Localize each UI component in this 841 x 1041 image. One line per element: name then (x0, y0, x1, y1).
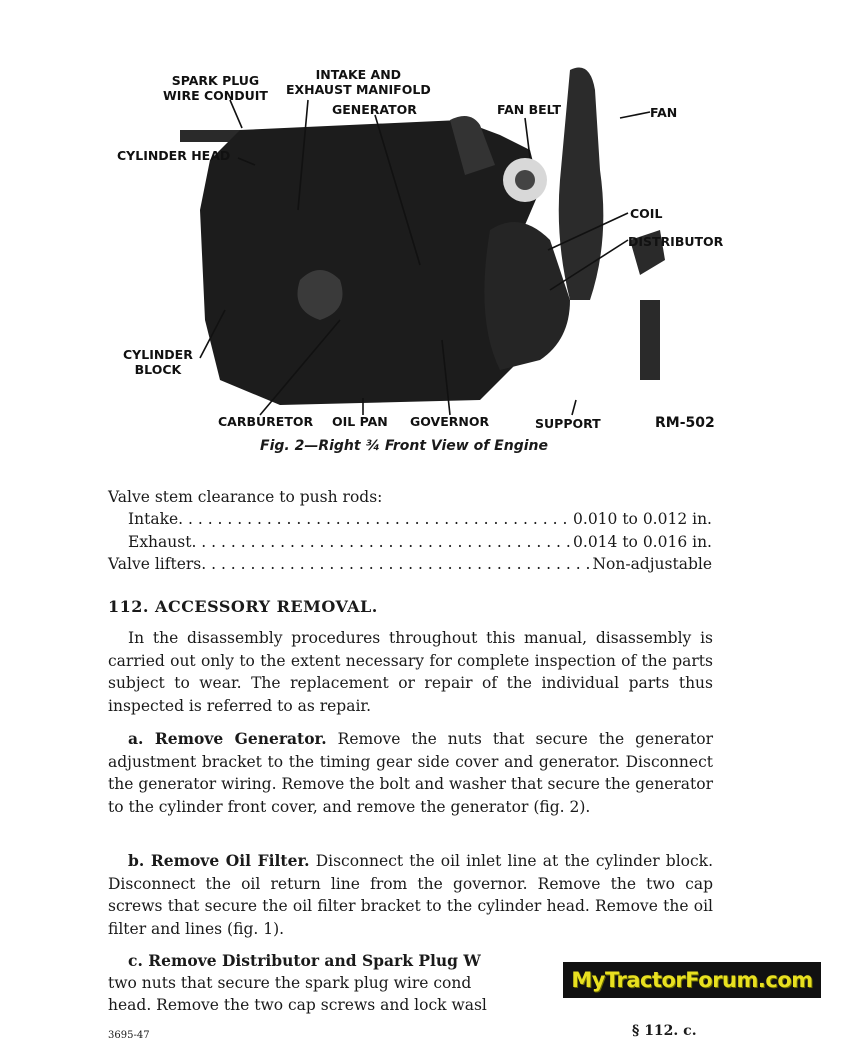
label-line: SPARK PLUG (171, 73, 260, 88)
label-distributor: DISTRIBUTOR (628, 234, 724, 249)
spec-label: Intake (128, 510, 179, 528)
label-governor: GOVERNOR (410, 414, 490, 429)
spec-row-exhaust (128, 531, 712, 553)
spec-label: Exhaust (128, 533, 192, 551)
paragraph-a (108, 728, 713, 818)
label-line: CYLINDER (123, 347, 193, 362)
paragraph-c-line: head. Remove the two cap screws and lock wasl (108, 996, 487, 1014)
spec-value: 0.014 to 0.016 in. (573, 533, 712, 551)
figure-caption: Fig. 2—Right ¾ Front View of Engine (260, 438, 548, 454)
specs-heading-text: Valve stem clearance to push rods: (108, 488, 383, 506)
label-generator: GENERATOR (332, 102, 417, 117)
paragraph-c-title-text: c. Remove Distributor and Spark Plug W (128, 951, 481, 970)
paragraph-b-title: b. Remove Oil Filter. (128, 851, 310, 870)
paragraph-b-text: Disconnect the oil inlet line at the cylinder block. Disconnect the oil return line from the governor. Remove the two cap screws that secure the oil filter bracket to the cylinder head. Remove the oil filter and lines (fig. 1). (108, 852, 713, 938)
paragraph-c-title (128, 950, 568, 973)
label-intake-exhaust-manifold (286, 67, 431, 97)
label-line: WIRE CONDUIT (163, 88, 268, 103)
figure-reference: RM-502 (655, 415, 715, 431)
paragraph-intro: In the disassembly procedures throughout this manual, disassembly is carried out only to the extent necessary for complete inspection of the parts subject to wear. The replacement or repair of the individual parts thus inspected is referred to as repair. (108, 629, 713, 715)
paragraph-a-text: Remove the nuts that secure the generator adjustment bracket to the timing gear side cover and generator. Disconnect the generator wiring. Remove the bolt and washer that secure the generator to the cylinder front cover, and remove the generator (fig. 2). (108, 730, 713, 816)
spec-row-intake (128, 508, 712, 530)
label-spark-plug-wire-conduit (163, 73, 268, 103)
engine-photo (180, 60, 700, 420)
spec-value: 0.010 to 0.012 in. (573, 510, 712, 528)
section-title: 112. ACCESSORY REMOVAL. (108, 597, 378, 616)
spec-label: Valve lifters (108, 555, 202, 573)
label-support: SUPPORT (535, 416, 601, 431)
spec-row-valve-lifters (108, 553, 712, 575)
label-fan: FAN (650, 105, 678, 120)
label-oil-pan: OIL PAN (332, 414, 388, 429)
label-line: EXHAUST MANIFOLD (286, 82, 431, 97)
specs-heading (108, 486, 712, 508)
label-cylinder-block (123, 347, 193, 377)
label-carburetor: CARBURETOR (218, 414, 314, 429)
label-cylinder-head: CYLINDER HEAD (117, 148, 231, 163)
paragraph-a-title: a. Remove Generator. (128, 729, 327, 748)
label-fan-belt: FAN BELT (497, 102, 562, 117)
footer-document-number: 3695-47 (108, 1030, 150, 1041)
paragraph-b (108, 850, 713, 940)
paragraph-c-line: two nuts that secure the spark plug wire cond (108, 974, 472, 992)
label-line: BLOCK (134, 362, 182, 377)
label-coil: COIL (630, 206, 663, 221)
label-line: INTAKE AND (315, 67, 402, 82)
footer-section-ref: § 112. c. (632, 1023, 697, 1039)
watermark-logo: MyTractorForum.com (563, 962, 821, 998)
spec-value: Non-adjustable (592, 555, 712, 573)
